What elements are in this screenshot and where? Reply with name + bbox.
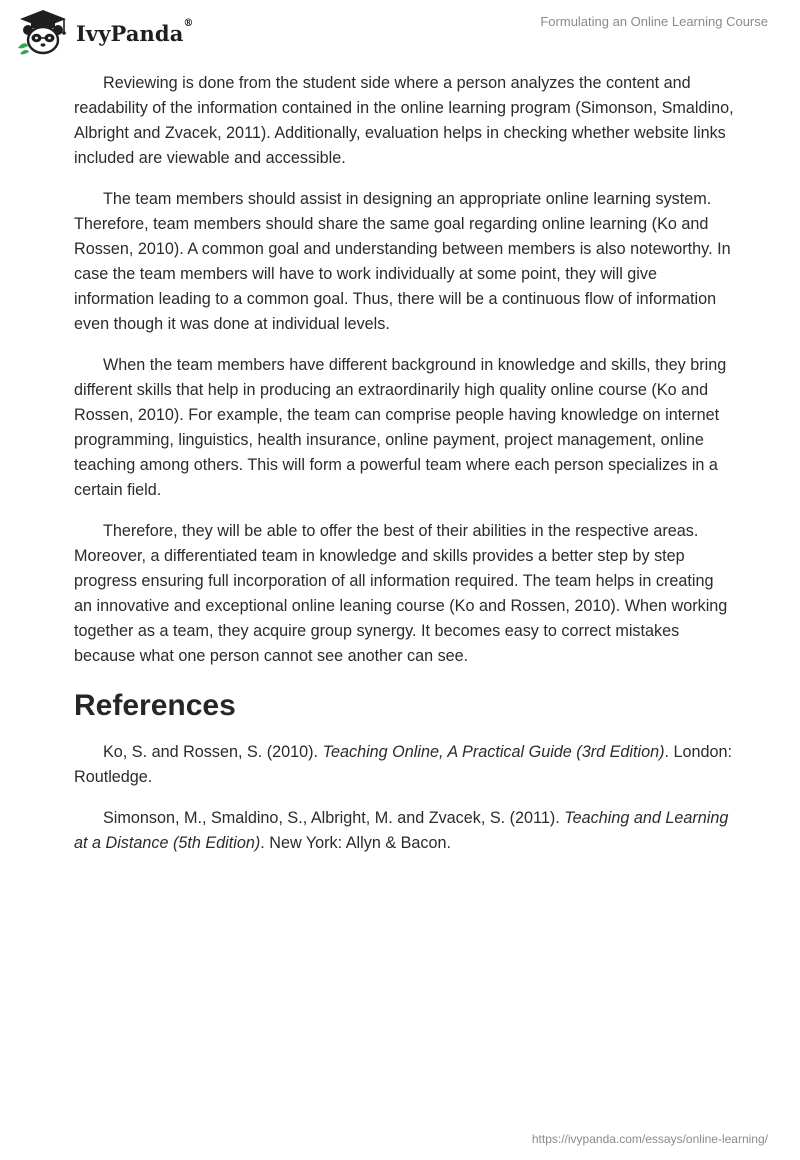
references-heading: References [74, 689, 236, 722]
page-header [0, 0, 800, 60]
reference-item [74, 740, 734, 790]
body-paragraph: When the team members have different background in knowledge and skills, they bring different skills that help in producing an extraordinarily high quality online course (Ko and Rossen, 2010). For example, the team can comprise people having knowledge on internet programming, linguistics, health insurance, online payment, project management, online teaching among others. This will form a powerful team where each person specializes in a certain field. [74, 356, 727, 499]
ivypanda-logo[interactable] [14, 8, 194, 56]
document-title: Formulating an Online Learning Course [540, 14, 768, 29]
source-url[interactable]: https://ivypanda.com/essays/online-learning/ [531, 1132, 768, 1146]
reference-title: Teaching Online, A Practical Guide (3rd Edition) [322, 743, 665, 761]
reference-publisher: . London: Routledge. [74, 743, 732, 786]
reference-item [74, 806, 734, 856]
brand-name [76, 17, 194, 46]
reference-authors: Simonson, M., Smaldino, S., Albright, M. and Zvacek, S. (2011). [103, 809, 565, 827]
reference-authors: Ko, S. and Rossen, S. (2010). [103, 743, 323, 761]
panda-graduate-icon [14, 8, 72, 56]
essay-body [74, 71, 734, 872]
reference-title: Teaching and Learning at a Distance (5th Edition) [74, 809, 729, 852]
body-paragraph: Reviewing is done from the student side where a person analyzes the content and readability of the information contained in the online learning program (Simonson, Smaldino, Albright and Zvacek, 2011). Additionally, evaluation helps in checking whether website links included are viewable and accessible. [74, 74, 734, 167]
body-paragraph: The team members should assist in designing an appropriate online learning system. Therefore, team members should share the same goal regarding online learning (Ko and Rossen, 2010). A common goal and understanding between members is also noteworthy. In case the team members will have to work individually at some point, they will give information leading to a common goal. Thus, there will be a continuous flow of information even though it was done at individual levels. [74, 190, 731, 333]
brand-name-text: IvyPanda [76, 20, 184, 46]
body-paragraph: Therefore, they will be able to offer the best of their abilities in the respective areas. Moreover, a differentiated team in knowledge and skills provides a better step by step progress ensuring full incorporation of all information required. The team helps in creating an innovative and exceptional online leaning course (Ko and Rossen, 2010). When working together as a team, they acquire group synergy. It becomes easy to correct mistakes because what one person cannot see another can see. [74, 522, 728, 665]
registered-mark: ® [183, 17, 194, 29]
reference-publisher: . New York: Allyn & Bacon. [260, 834, 452, 852]
